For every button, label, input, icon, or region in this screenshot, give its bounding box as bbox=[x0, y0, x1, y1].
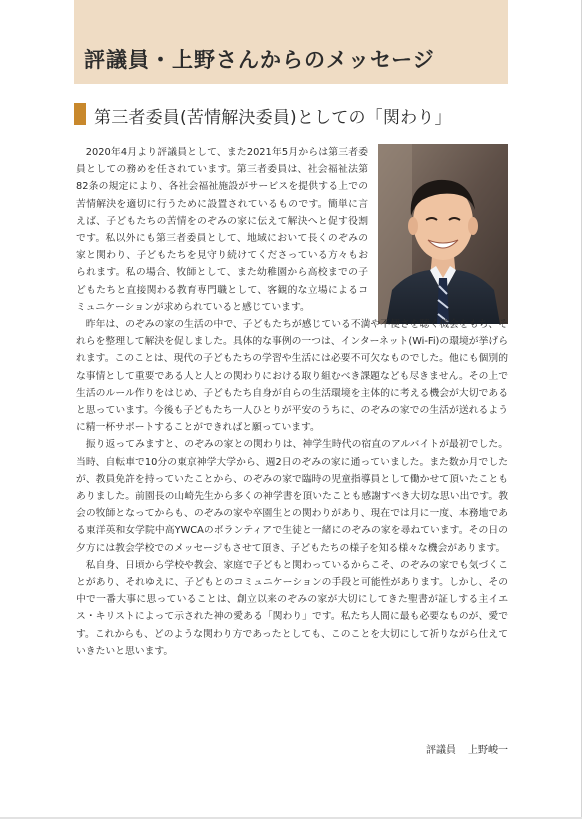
signature-name: 上野峻一 bbox=[468, 745, 508, 756]
signature bbox=[426, 741, 508, 756]
paragraph-2: 昨年は、のぞみの家の生活の中で、子どもたちが感じている不満や不便さを聴く機会をもち、それらを整理して解決を促しました。具体的な事例の一つは、インターネット(Wi-Fi)の環境が挙げられます。このことは、現代の子どもたちの学習や生活には必要不可欠なものでした。他にも個別的な事情として重要である人と人との関わりにおける取り組むべき課題なども尽きません。その上で生活のルール作りをはじめ、子どもたち自身が自らの生活環境を主体的に考える機会が大切であると思っています。今後も子どもたち一人ひとりが平安のうちに、のぞみの家での生活が送れるように精一杯サポートすることができればと願っています。 bbox=[76, 319, 508, 434]
paragraph-1: 2020年4月より評議員として、また2021年5月からは第三者委員としての務めを任されています。第三者委員は、社会福祉法第82条の規定により、各社会福祉施設がサービスを提供する上での苦情解決を適切に行うために設置されているものです。簡単に言えば、子どもたちの苦情をのぞみの家に伝えて解決へと促す役割です。私以外にも第三者委員として、地域において長くのぞみの家と関わり、子どもたちを見守り続けてくださっている方々もおられます。私の場合、牧師として、また幼稚園から高校までの子どもたちと直接関わる教育専門職として、客観的な立場によるコミュニケーションが求められていると感じています。 bbox=[76, 147, 368, 313]
section-marker bbox=[74, 103, 86, 125]
paragraph-4: 私自身、日頃から学校や教会、家庭で子どもと関わっているからこそ、のぞみの家でも気づくことがあり、それゆえに、子どもとのコミュニケーションの手段と可能性があります。しかし、その中で一番大事に思っていることは、創立以来のぞみの家が大切にしてきた聖書が証しする主イエス・キリストによって示された神の愛ある「関わり」です。私たち人間に最も必要なものが、愛です。これからも、どのような関わり方であったとしても、このことを大切にして祈りながら仕えていきたいと思います。 bbox=[76, 559, 508, 657]
section-title: 第三者委員(苦情解決委員)としての「関わり」 bbox=[94, 108, 452, 128]
signature-role: 評議員 bbox=[426, 745, 456, 756]
paragraph-3: 振り返ってみますと、のぞみの家との関わりは、神学生時代の宿直のアルバイトが最初でした。当時、自転車で10分の東京神学大学から、週2日のぞみの家に通っていました。また数か月でしたが、教員免許を持っていたことから、のぞみの家で臨時の児童指導員として働かせて頂いたこともありました。前園長の山崎先生から多くの神学書を頂いたことも感謝すべき大切な思い出です。教会の牧師となってからも、のぞみの家や卒園生との関わりがあり、現在では月に一度、本務地である東洋英和女学院中高YWCAのボランティアで生徒と一緒にのぞみの家を尋ねています。その日の夕方には教会学校でのメッセージもさせて頂き、子どもたちの様子を知る様々な機会があります。 bbox=[76, 439, 508, 554]
article-body bbox=[76, 144, 508, 660]
page-title: 評議員・上野さんからのメッセージ bbox=[84, 48, 435, 72]
